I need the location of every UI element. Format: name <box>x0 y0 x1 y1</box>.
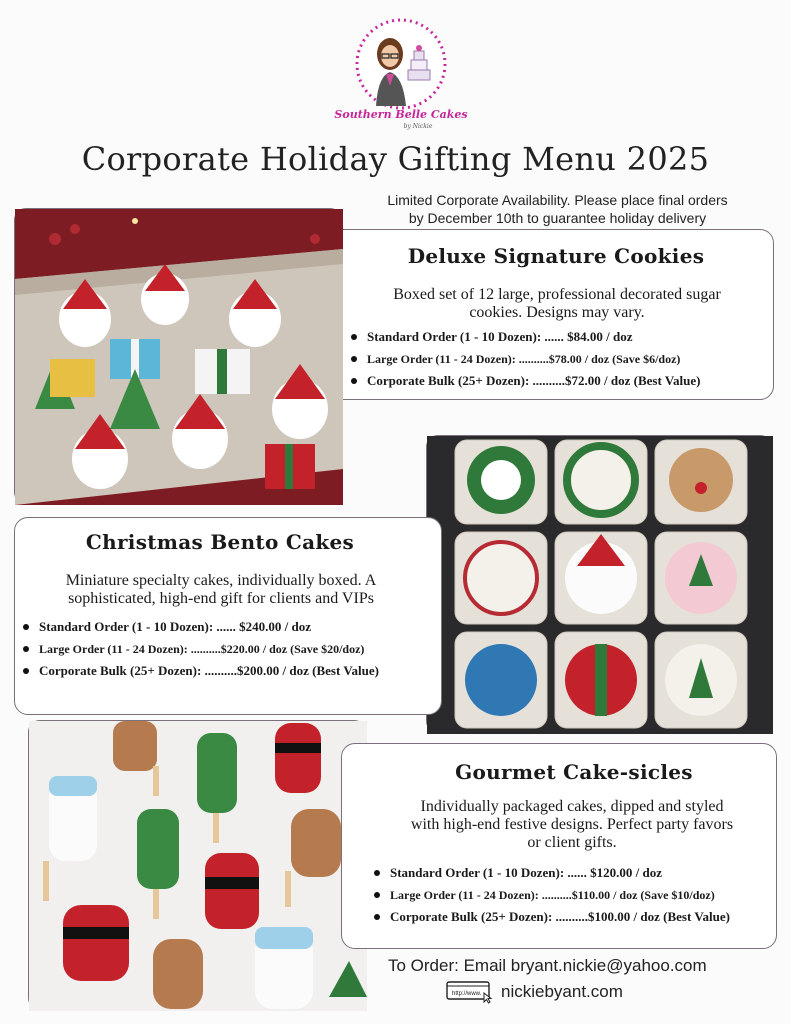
product-description <box>342 798 776 852</box>
price-tier-list <box>349 326 773 392</box>
price-tier-large: Large Order (11 - 24 Dozen): ..........$110.00 / doz (Save $10/doz) <box>372 884 776 906</box>
description-line: or client gifts. <box>527 834 617 851</box>
description-line: sophisticated, high-end gift for clients and VIPs <box>68 590 374 607</box>
price-tier-bulk: Corporate Bulk (25+ Dozen): ..........$100.00 / doz (Best Value) <box>372 906 776 928</box>
product-card-cookies <box>318 229 774 400</box>
product-name: Christmas Bento Cakes <box>85 530 355 554</box>
price-tier-standard: Standard Order (1 - 10 Dozen): ...... $240.00 / doz <box>21 616 441 638</box>
product-description <box>319 286 773 322</box>
product-description <box>15 572 441 608</box>
website-link[interactable]: nickiebyant.com <box>501 982 623 1001</box>
price-tier-bulk: Corporate Bulk (25+ Dozen): ..........$72.00 / doz (Best Value) <box>349 370 773 392</box>
page-title: Corporate Holiday Gifting Menu 2025 <box>81 140 710 178</box>
product-name: Gourmet Cake-sicles <box>455 760 693 784</box>
logo-subtext: by Nickie <box>403 123 433 130</box>
description-line: cookies. Designs may vary. <box>469 304 645 321</box>
price-tier-standard: Standard Order (1 - 10 Dozen): ...... $120.00 / doz <box>372 862 776 884</box>
product-card-cakesicles <box>341 743 777 949</box>
cookies-photo <box>14 208 342 504</box>
cakesicles-photo <box>28 720 366 1010</box>
web-icon-text: http://www. <box>452 991 482 997</box>
order-email[interactable]: To Order: Email bryant.nickie@yahoo.com <box>388 956 707 975</box>
logo-text: Southern Belle Cakes <box>334 108 468 121</box>
description-line: Boxed set of 12 large, professional decorated sugar <box>393 286 721 303</box>
description-line: Miniature specialty cakes, individually boxed. A <box>65 572 377 589</box>
bento-cakes-photo <box>426 435 772 733</box>
price-tier-bulk: Corporate Bulk (25+ Dozen): ..........$200.00 / doz (Best Value) <box>21 660 441 682</box>
price-tier-list <box>21 616 441 682</box>
price-tier-large: Large Order (11 - 24 Dozen): ..........$78.00 / doz (Save $6/doz) <box>349 348 773 370</box>
availability-notice <box>345 191 770 227</box>
web-browser-icon <box>446 981 498 1003</box>
product-name: Deluxe Signature Cookies <box>407 244 705 268</box>
notice-line-1: Limited Corporate Availability. Please place final orders <box>387 192 728 208</box>
description-line: with high-end festive designs. Perfect party favors <box>410 816 734 833</box>
product-card-bento <box>14 517 442 715</box>
description-line: Individually packaged cakes, dipped and styled <box>420 798 724 815</box>
notice-line-2: by December 10th to guarantee holiday delivery <box>408 210 707 226</box>
price-tier-list <box>372 862 776 928</box>
price-tier-large: Large Order (11 - 24 Dozen): ..........$220.00 / doz (Save $20/doz) <box>21 638 441 660</box>
price-tier-standard: Standard Order (1 - 10 Dozen): ...... $84.00 / doz <box>349 326 773 348</box>
brand-logo <box>334 14 468 132</box>
